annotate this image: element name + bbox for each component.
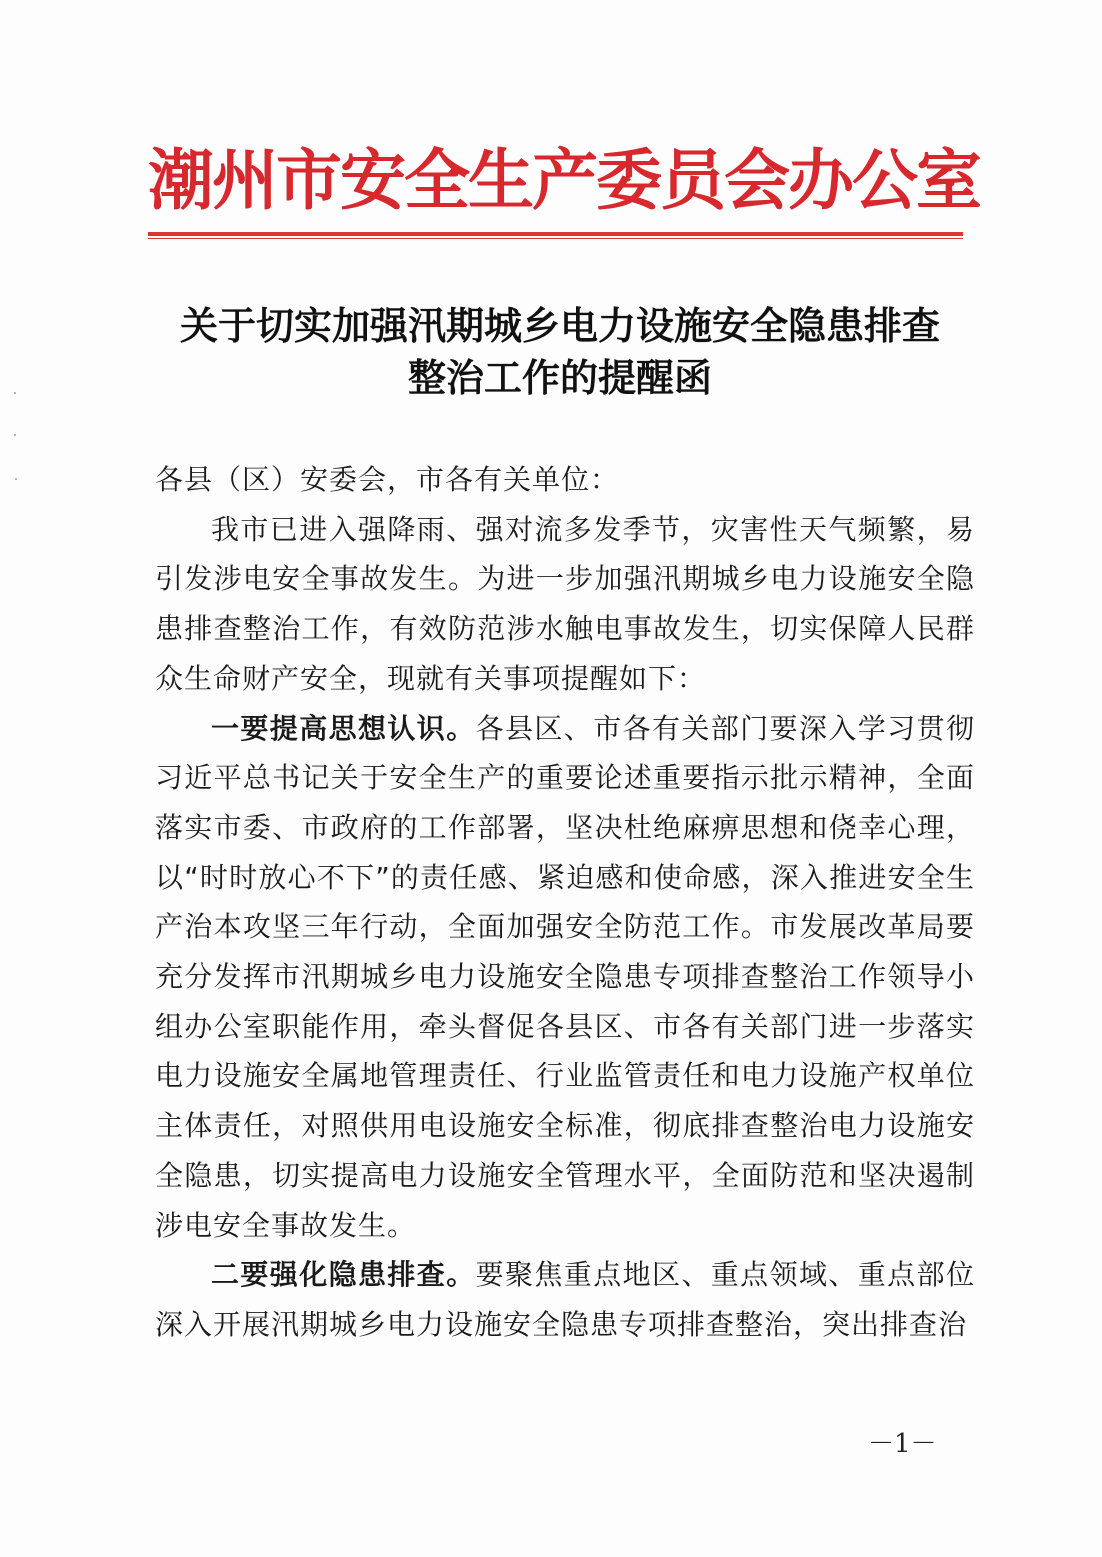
- section-2-paragraph: [155, 1250, 975, 1349]
- scan-speck: [14, 392, 16, 394]
- salutation: 各县（区）安委会，市各有关单位：: [155, 463, 620, 496]
- intro-paragraph: 我市已进入强降雨、强对流多发季节，灾害性天气频繁，易引发涉电安全事故发生。为进一步加强汛期城乡电力设施安全隐患排查整治工作，有效防范涉水触电事故发生，切实保障人民群众生命财产安全，现就有关事项提醒如下：: [155, 512, 975, 695]
- page-number: －1－: [868, 1429, 937, 1459]
- document-title: [130, 300, 990, 404]
- red-header-rule: [148, 232, 963, 236]
- section-2-lead: 二要强化隐患排查。: [211, 1258, 476, 1292]
- red-header-rule-thin: [148, 238, 963, 239]
- section-1-text: 各县区、市各有关部门要深入学习贯彻习近平总书记关于安全生产的重要论述重要指示批示精神，全面落实市委、市政府的工作部署，坚决杜绝麻痹思想和侥幸心理，以“时时放心不下”的责任感、紧迫感和使命感，深入推进安全生产治本攻坚三年行动，全面加强安全防范工作。市发展改革局要充分发挥市汛期城乡电力设施安全隐患专项排查整治工作领导小组办公室职能作用，牵头督促各县区、市各有关部门进一步落实电力设施安全属地管理责任、行业监管责任和电力设施产权单位主体责任，对照供用电设施安全标准，彻底排查整治电力设施安全隐患，切实提高电力设施安全管理水平，全面防范和坚决遏制涉电安全事故发生。: [155, 711, 975, 1242]
- section-1-paragraph: [155, 704, 975, 1251]
- scan-speck: [15, 478, 17, 480]
- document-title-line-2: 整治工作的提醒函: [407, 355, 712, 400]
- document-body: [155, 455, 975, 1350]
- issuer-header: 潮州市安全生产委员会办公室: [148, 141, 980, 219]
- section-2-text: 要聚焦重点地区、重点领域、重点部位深入开展汛期城乡电力设施安全隐患专项排查整治，突出排查治: [155, 1258, 975, 1341]
- scan-speck: [14, 434, 16, 436]
- section-1-lead: 一要提高思想认识。: [211, 711, 476, 745]
- document-title-line-1: 关于切实加强汛期城乡电力设施安全隐患排查: [179, 303, 940, 348]
